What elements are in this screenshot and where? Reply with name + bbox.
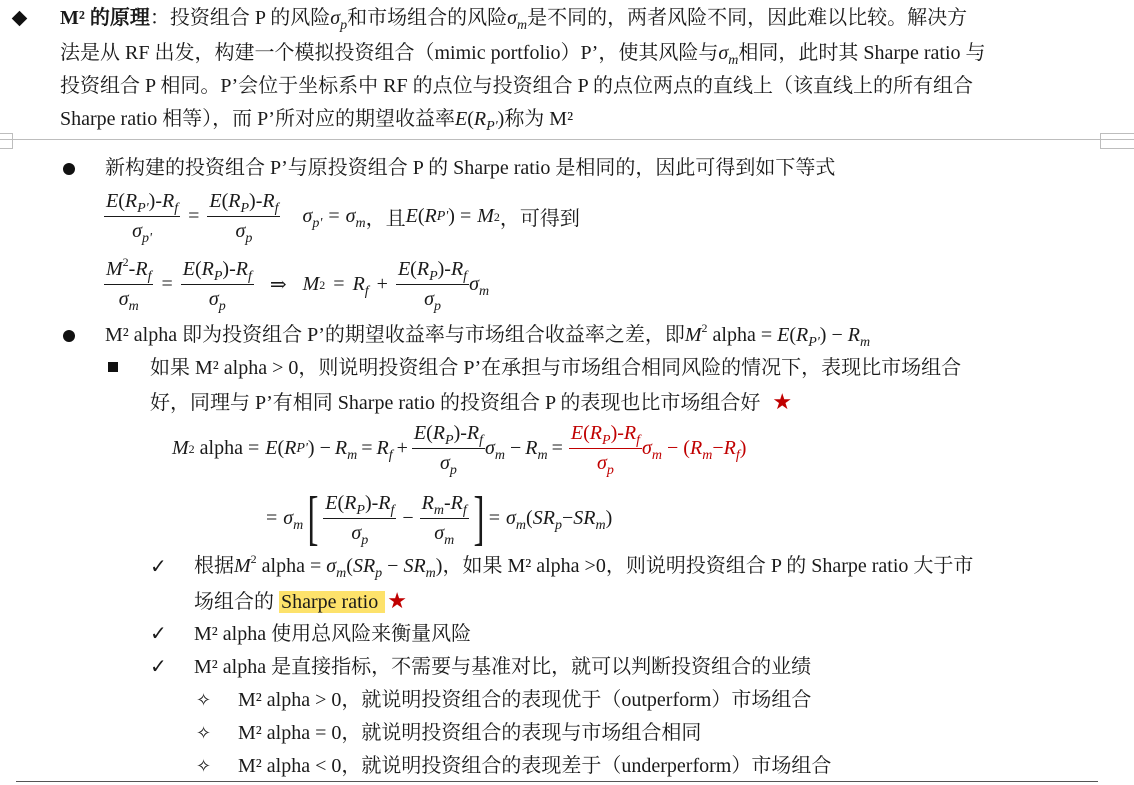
check-item-2: M² alpha 使用总风险来衡量风险 — [194, 623, 472, 645]
margin-mark-right — [1100, 133, 1134, 149]
red-star-icon: ★ — [772, 389, 793, 414]
sub-item-equal: M² alpha = 0，就说明投资组合的表现与市场组合相同 — [238, 722, 702, 744]
header-line-4: Sharpe ratio 相等），而 P’所对应的期望收益率$E(R_{P'})$称为 M² — [60, 108, 574, 134]
four-point-star-icon: ✧ — [196, 756, 212, 777]
page-break-line — [0, 139, 1134, 140]
highlighted-red-term: $\frac{E(R_P)-R_f}{\sigma_p}$ $\sigma_m$ − ( $R_m$ − $R_f$ ) — [570, 422, 747, 478]
header-title: M² 的原理 — [60, 7, 150, 29]
sub-item-underperform: M² alpha < 0，就说明投资组合的表现差于（underperform）市场组合 — [238, 755, 832, 777]
section1-intro: 新构建的投资组合 P’与原投资组合 P 的 Sharpe ratio 是相同的，因此可得到如下等式 — [105, 157, 836, 179]
four-point-star-icon: ✧ — [196, 690, 212, 711]
header-line-1: M² 的原理：投资组合 P 的风险$\sigma_p$和市场组合的风险$\sigma_m$是不同的，两者风险不同，因此难以比较。解决方 — [60, 7, 968, 33]
section2-intro: M² alpha 即为投资组合 P’的期望收益率与市场组合收益率之差，即$M^2$ alpha = $E(R_{P'}) - R_m$ — [105, 321, 871, 350]
highlighted-sharpe-ratio: Sharpe ratio — [281, 591, 384, 613]
check-icon: ✓ — [150, 554, 167, 578]
bottom-rule — [16, 781, 1098, 782]
equation-m2-alpha-sharpe: = $\sigma_m$ [ $\frac{E(R_P)-R_f}{\sigma_p}$ − $\frac{R_m-R_f}{\sigma_m}$ ] = $\sigma_m$ ( $SR_p$ − $SR_m$ ) — [266, 485, 613, 551]
fraction-p: $\frac{E(R_P)-R_f}{\sigma_p}$ — [209, 190, 279, 246]
diamond-bullet-icon — [12, 11, 28, 27]
equation-sharpe-equality: $\frac{E(R_{P'})-R_f}{\sigma_{p'}}$ = $\frac{E(R_P)-R_f}{\sigma_p}$ $\sigma_{p'}$ = $\sigma_m$ ，且 E ( R P' ) = M 2 ，可得到 — [106, 190, 580, 246]
header-line-3: 投资组合 P 相同。P’会位于坐标系中 RF 的点位与投资组合 P 的点位两点的直线上（该直线上的所有组合 — [60, 75, 974, 97]
round-bullet-icon — [63, 163, 75, 175]
four-point-star-icon: ✧ — [196, 723, 212, 744]
section2-sub-b: 好，同理与 P’有相同 Sharpe ratio 的投资组合 P 的表现也比市场组合好 ★ — [150, 389, 793, 414]
check-item-1-line-2: 场组合的 Sharpe ratio ★ — [194, 588, 407, 613]
margin-mark-left — [0, 133, 13, 149]
round-bullet-icon — [63, 330, 75, 342]
header-line-2: 法是从 RF 出发，构建一个模拟投资组合（mimic portfolio）P’，使其风险与$\sigma_m$相同，此时其 Sharpe ratio 与 — [60, 42, 986, 68]
check-item-3: M² alpha 是直接指标，不需要与基准对比，就可以判断投资组合的业绩 — [194, 656, 812, 678]
check-icon: ✓ — [150, 654, 167, 678]
sub-item-outperform: M² alpha > 0，就说明投资组合的表现优于（outperform）市场组合 — [238, 689, 812, 711]
check-icon: ✓ — [150, 621, 167, 645]
check-item-1-line-1: 根据$M^2$ alpha = $\sigma_m(SR_p - SR_m)$，如果 M² alpha >0，则说明投资组合 P 的 Sharpe ratio 大于市 — [194, 552, 974, 581]
fraction-pprime: $\frac{E(R_{P'})-R_f}{\sigma_{p'}}$ — [106, 190, 179, 246]
equation-m2-derivation: $\frac{M^2-R_f}{\sigma_m}$ = $\frac{E(R_P)-R_f}{\sigma_p}$ ⇒ M 2 = $R_f$ + $\frac{E(R_P)-R_f}{\sigma_p}$ $\sigma_m$ — [106, 255, 490, 314]
red-star-icon: ★ — [387, 588, 407, 613]
equation-m2-alpha-expansion: M 2 alpha = E ( R P' ) − $R_m$ = $R_f$ + $\frac{E(R_P)-R_f}{\sigma_p}$ $\sigma_m$ − $R_m$ = $\frac{E(R_P)-R_f}{\sigma_p}$ $\sigma_m$ − ( $R_m$ − $R_f$ ) — [172, 422, 747, 478]
section2-sub-a: 如果 M² alpha > 0，则说明投资组合 P’在承担与市场组合相同风险的情况下，表现比市场组合 — [150, 357, 962, 379]
square-bullet-icon — [108, 362, 118, 372]
